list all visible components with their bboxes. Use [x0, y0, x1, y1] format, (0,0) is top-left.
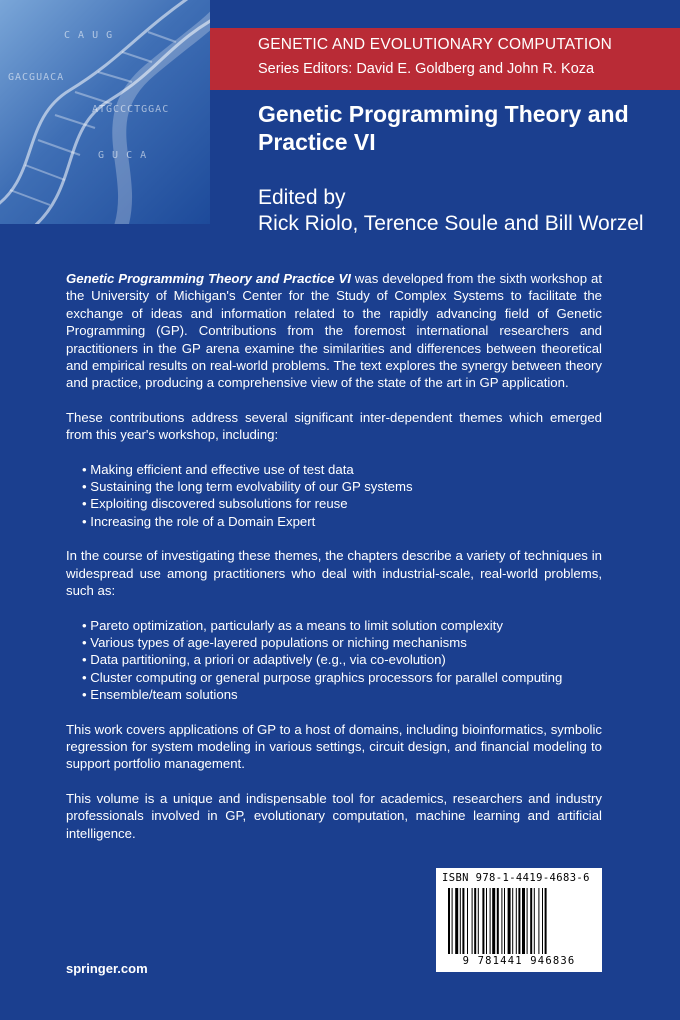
- barcode-bar: [545, 888, 547, 954]
- book-title: Genetic Programming Theory and Practice VI: [258, 101, 629, 155]
- themes-list: [66, 461, 602, 531]
- book-editors: Rick Riolo, Terence Soule and Bill Worzel: [258, 212, 644, 235]
- intro-text: was developed from the sixth workshop at the University of Michigan's Center for the Study of Complex Systems to facilitate the exchange of ideas and information related to the rapidly advancing field of Genetic Programming (GP). Contributions from the foremost international researchers and practitioners in the GP arena examine the similarities and differences between theoretical and empirical results on real-world problems. The text explores the synergy between theory and practice, producing a comprehensive view of the state of the art in GP application.: [66, 271, 602, 391]
- dna-sequence-text: ATGCCCTGGAC: [92, 104, 170, 115]
- barcode-bar: [486, 888, 487, 954]
- series-title: GENETIC AND EVOLUTIONARY COMPUTATION: [258, 36, 612, 53]
- barcode-bar: [452, 888, 453, 954]
- barcode-bar: [482, 888, 484, 954]
- barcode-bar: [462, 888, 464, 954]
- series-band: [210, 28, 680, 90]
- barcode-number: 9 781441 946836: [462, 955, 576, 967]
- list-item: • Pareto optimization, particularly as a means to limit solution complexity: [82, 617, 602, 634]
- paragraph-applications: This work covers applications of GP to a host of domains, including bioinformatics, symbolic regression for system modeling in various settings, circuit design, and financial modeling to support portfolio management.: [66, 721, 602, 772]
- barcode-bar: [474, 888, 476, 954]
- techniques-list: [66, 617, 602, 704]
- paragraph-techniques-intro: In the course of investigating these themes, the chapters describe a variety of techniques in widespread use among practitioners who deal with industrial-scale, real-world problems, such as:: [66, 548, 602, 599]
- dna-helix-image: [0, 0, 210, 224]
- list-item: • Cluster computing or general purpose graphics processors for parallel computing: [82, 669, 602, 686]
- barcode-bar: [504, 888, 505, 954]
- barcode-bar: [455, 888, 458, 954]
- barcode-bar: [448, 888, 450, 954]
- barcode-bar: [527, 888, 528, 954]
- list-item: • Increasing the role of a Domain Expert: [82, 513, 602, 530]
- barcode-bar: [478, 888, 479, 954]
- barcode-bar: [530, 888, 532, 954]
- barcode-bar: [492, 888, 495, 954]
- barcode-bar: [472, 888, 473, 954]
- paragraph-intro: [66, 270, 602, 392]
- barcode-bar: [534, 888, 535, 954]
- barcode-bar: [490, 888, 491, 954]
- barcode-bar: [538, 888, 539, 954]
- barcode-bar: [516, 888, 517, 954]
- paragraph-conclusion: This volume is a unique and indispensable tool for academics, researchers and industry professionals involved in GP, evolutionary computation, machine learning and artificial intelligence.: [66, 790, 602, 841]
- list-item: • Making efficient and effective use of test data: [82, 461, 602, 478]
- dna-sequence-text: G U C A: [98, 150, 148, 161]
- list-item: • Exploiting discovered subsolutions for reuse: [82, 495, 602, 512]
- barcode-bar: [512, 888, 513, 954]
- dna-sequence-text: C A U G: [64, 30, 114, 41]
- intro-book-title: Genetic Programming Theory and Practice VI: [66, 271, 351, 286]
- barcode-bar: [518, 888, 520, 954]
- list-item: • Data partitioning, a priori or adaptively (e.g., via co-evolution): [82, 651, 602, 668]
- publisher-website: springer.com: [66, 961, 148, 976]
- barcode-bar: [497, 888, 499, 954]
- series-editors: Series Editors: David E. Goldberg and John R. Koza: [258, 61, 595, 77]
- isbn-label: ISBN 978-1-4419-4683-6: [442, 872, 590, 884]
- list-item: • Ensemble/team solutions: [82, 686, 602, 703]
- barcode-bar: [467, 888, 468, 954]
- edited-by-label: Edited by: [258, 186, 346, 209]
- isbn-barcode-box: [436, 868, 602, 972]
- barcode-bar: [501, 888, 502, 954]
- barcode: [448, 888, 590, 954]
- barcode-bar: [522, 888, 525, 954]
- barcode-bar: [460, 888, 461, 954]
- barcode-bar: [542, 888, 543, 954]
- paragraph-themes-intro: These contributions address several significant inter-dependent themes which emerged from this year's workshop, including:: [66, 409, 602, 443]
- list-item: • Various types of age-layered populations or niching mechanisms: [82, 634, 602, 651]
- list-item: • Sustaining the long term evolvability of our GP systems: [82, 478, 602, 495]
- description: [66, 270, 602, 859]
- dna-sequence-text: GACGUACA: [8, 72, 65, 83]
- barcode-bar: [508, 888, 511, 954]
